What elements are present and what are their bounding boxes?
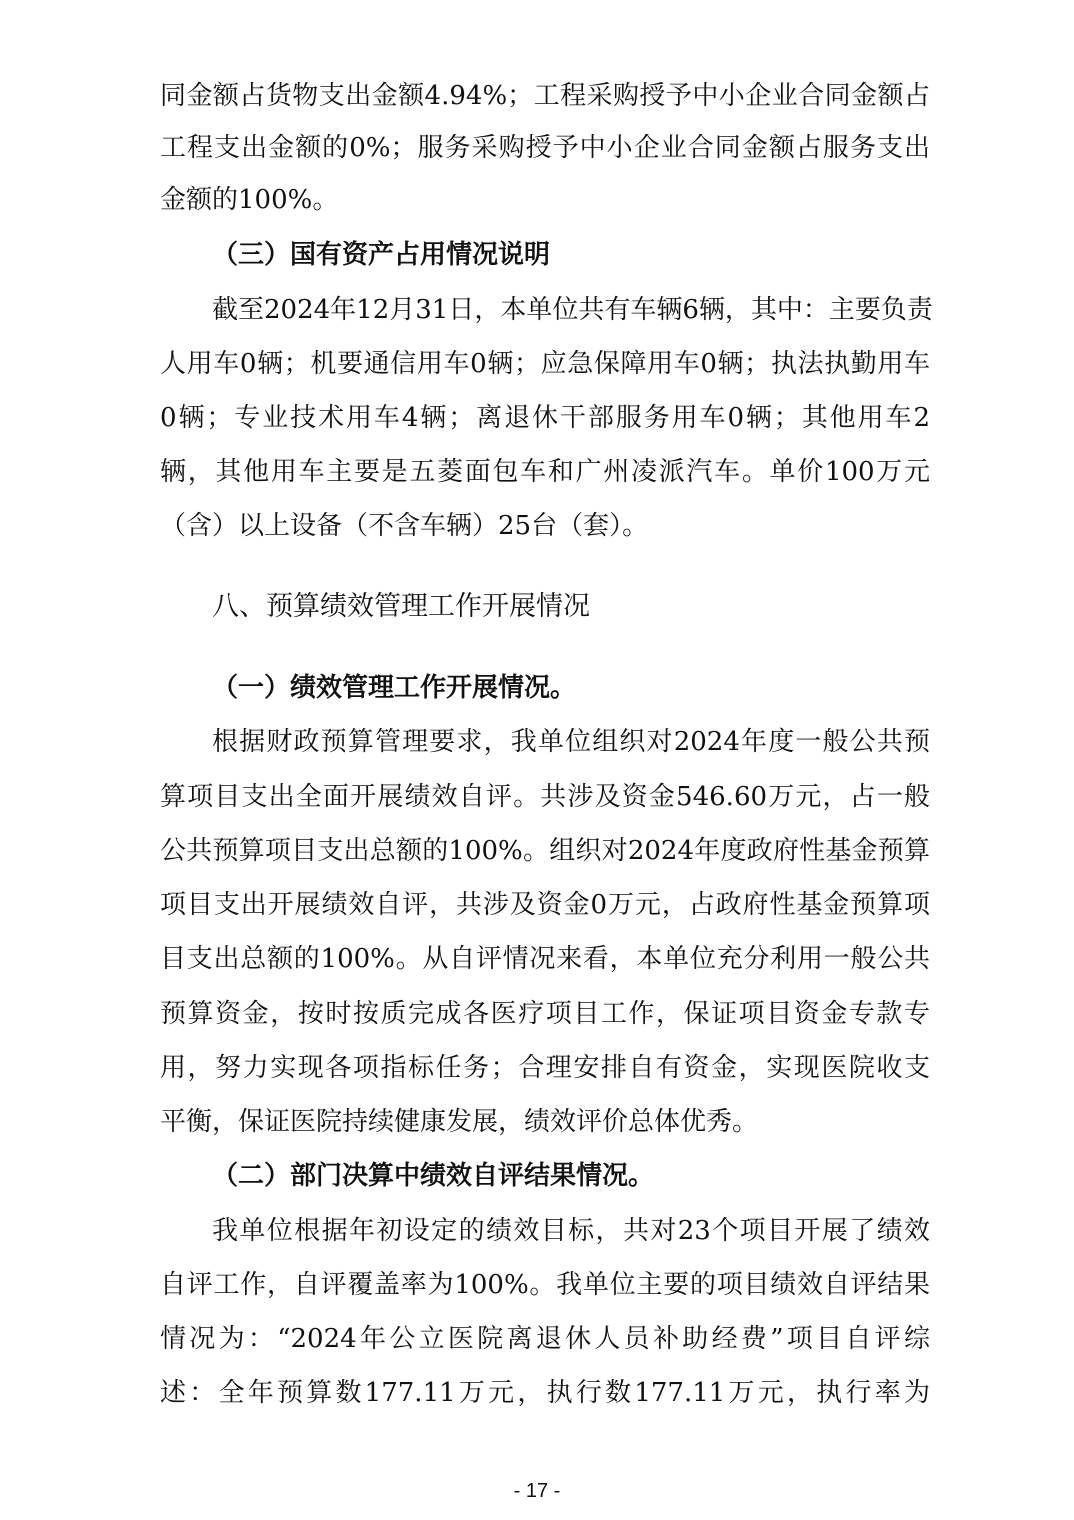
paragraph-line: 公共预算项目支出总额的100%。组织对2024年度政府性基金预算 (160, 836, 930, 866)
paragraph-line: 我单位根据年初设定的绩效目标，共对23个项目开展了绩效 (212, 1216, 930, 1246)
paragraph-line: 用，努力实现各项指标任务；合理安排自有资金，实现医院收支 (160, 1053, 930, 1083)
paragraph-line: 根据财政预算管理要求，我单位组织对2024年度一般公共预 (212, 727, 930, 757)
paragraph-line: 金额的100%。 (160, 185, 339, 215)
paragraph-line: （含）以上设备（不含车辆）25台（套）。 (160, 511, 649, 541)
paragraph-line: 工程支出金额的0%；服务采购授予中小企业合同金额占服务支出 (160, 133, 930, 163)
paragraph-line: 述：全年预算数177.11万元，执行数177.11万元，执行率为 (160, 1378, 930, 1408)
page-number: - 17 - (513, 1480, 561, 1502)
paragraph-line: 平衡，保证医院持续健康发展，绩效评价总体优秀。 (160, 1107, 759, 1137)
paragraph-line: 人用车0辆；机要通信用车0辆；应急保障用车0辆；执法执勤用车 (160, 349, 930, 379)
paragraph-line: 0辆；专业技术用车4辆；离退休干部服务用车0辆；其他用车2 (160, 403, 930, 433)
section-heading-2: （二）部门决算中绩效自评结果情况。 (212, 1161, 655, 1191)
paragraph-line: 同金额占货物支出金额4.94%；工程采购授予中小企业合同金额占 (160, 81, 930, 111)
paragraph-line: 算项目支出全面开展绩效自评。共涉及资金546.60万元，占一般 (160, 782, 930, 812)
paragraph-line: 情况为：“2024年公立医院离退休人员补助经费”项目自评综 (160, 1324, 930, 1354)
paragraph-line: 截至2024年12月31日，本单位共有车辆6辆，其中：主要负责 (212, 295, 933, 325)
paragraph-line: 自评工作，自评覆盖率为100%。我单位主要的项目绩效自评结果 (160, 1270, 930, 1300)
paragraph-line: 目支出总额的100%。从自评情况来看，本单位充分利用一般公共 (160, 944, 930, 974)
paragraph-line: 项目支出开展绩效自评，共涉及资金0万元，占政府性基金预算项 (160, 890, 930, 920)
section-heading-1: （一）绩效管理工作开展情况。 (212, 673, 577, 703)
paragraph-line: 辆，其他用车主要是五菱面包车和广州凌派汽车。单价100万元 (160, 457, 930, 487)
chapter-heading-8: 八、预算绩效管理工作开展情况 (212, 591, 590, 622)
section-heading-3: （三）国有资产占用情况说明 (212, 240, 551, 270)
paragraph-line: 预算资金，按时按质完成各医疗项目工作，保证项目资金专款专 (160, 999, 930, 1029)
